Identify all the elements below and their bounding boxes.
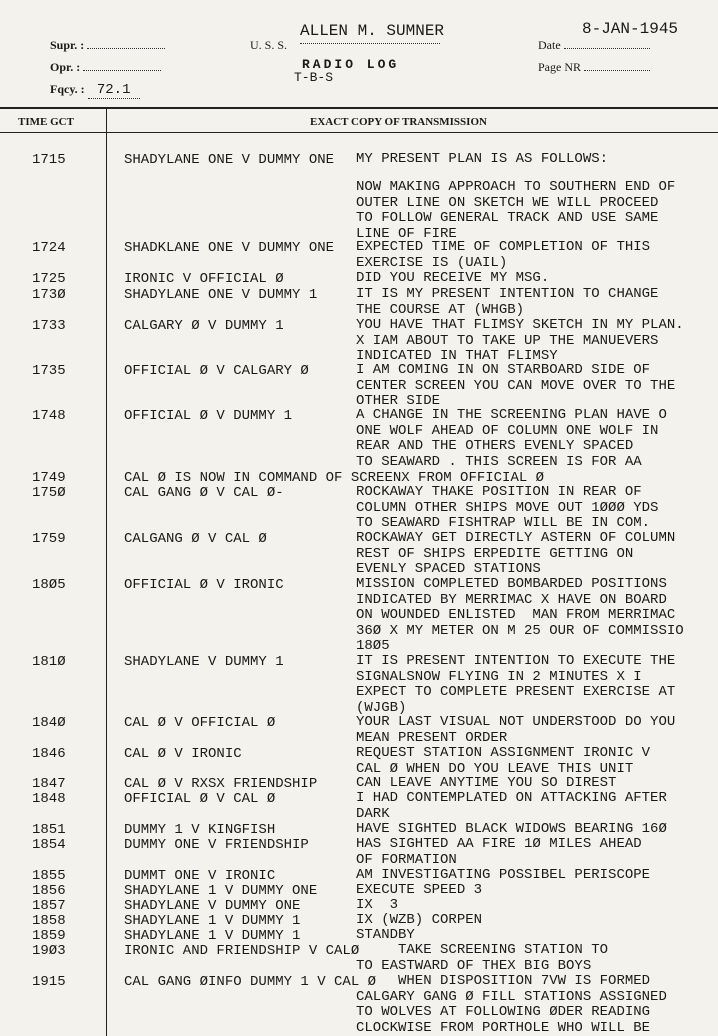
entry-time: 1848 [32,791,66,807]
entry-message: IX (WZB) CORPEN [356,913,483,928]
entry-message: YOUR LAST VISUAL NOT UNDERSTOOD DO YOU MEAN PRESENT ORDER [356,715,676,746]
entry-callsign: OFFICIAL Ø V IRONIC [124,577,284,593]
entry-message: MISSION COMPLETED BOMBARDED POSITIONS INDICATED BY MERRIMAC X HAVE ON BOARD ON WOUNDED ENLISTED MAN FROM MERRIMAC 36Ø X MY METER ON M 25 OUR OF COMMISSIO 18Ø5 [356,577,684,654]
supr-label: Supr. : [50,38,85,52]
entry-time: 19Ø3 [32,943,66,959]
entry-time: 184Ø [32,715,66,731]
entry-time: 1855 [32,868,66,884]
entry-time: 1735 [32,363,66,379]
entry-message: AM INVESTIGATING POSSIBEL PERISCOPE [356,868,651,883]
entry-callsign: OFFICIAL Ø V CALGARY Ø [124,363,309,379]
entry-callsign: SHADYLANE ONE V DUMMY 1 [124,287,318,303]
entry-callsign: DUMMY ONE V FRIENDSHIP [124,837,309,853]
entry-callsign: IRONIC V OFFICIAL Ø [124,271,284,287]
fqcy-field [50,82,140,99]
entry-message: HAS SIGHTED AA FIRE 1Ø MILES AHEAD OF FORMATION [356,837,642,868]
page-line [584,70,650,71]
date-line [564,48,650,49]
entry-message: STANDBY [356,928,415,943]
ship-line [300,43,440,44]
entry-time: 181Ø [32,654,66,670]
entry-callsign: SHADYLANE ONE V DUMMY ONE [124,152,335,168]
supr-field [50,38,165,53]
entry-time: 18Ø5 [32,577,66,593]
entry-time: 1749 [32,470,66,486]
entry-callsign: DUMMT ONE V IRONIC [124,868,276,884]
entry-message: NOW MAKING APPROACH TO SOUTHERN END OF OUTER LINE ON SKETCH WE WILL PROCEED TO FOLLOW GENERAL TRACK AND USE SAME LINE OF FIRE [356,180,676,242]
entry-time: 1759 [32,531,66,547]
entry-callsign: OFFICIAL Ø V CAL Ø [124,791,276,807]
entry-message: IT IS MY PRESENT INTENTION TO CHANGE THE COURSE AT (WHGB) [356,287,659,318]
entry-message: REQUEST STATION ASSIGNMENT IRONIC V CAL Ø WHEN DO YOU LEAVE THIS UNIT [356,746,651,777]
entry-time: 1915 [32,974,66,990]
entry-message: WHEN DISPOSITION 7VW IS FORMED CALGARY GANG Ø FILL STATIONS ASSIGNED TO WOLVES AT FOLLOWING ØDER READING CLOCKWISE FROM PORTHOLE WHO WILL BE [356,974,667,1036]
opr-field [50,60,161,75]
entry-message: ROCKAWAY GET DIRECTLY ASTERN OF COLUMN REST OF SHIPS ERPEDITE GETTING ON EVENLY SPACED STATIONS [356,531,676,577]
entry-callsign: CAL Ø V OFFICIAL Ø [124,715,276,731]
entry-time: 1857 [32,898,66,914]
table-header-rule [0,132,718,133]
page-field [538,60,650,75]
entry-message: I HAD CONTEMPLATED ON ATTACKING AFTER DARK [356,791,667,822]
entry-time: 1725 [32,271,66,287]
entry-callsign: IRONIC AND FRIENDSHIP V CALØ [124,943,360,959]
entry-callsign: CAL GANG Ø V CAL Ø- [124,485,284,501]
table-top-rule [0,107,718,109]
entry-time: 1856 [32,883,66,899]
opr-label: Opr. : [50,60,81,74]
entry-message: A CHANGE IN THE SCREENING PLAN HAVE O ONE WOLF AHEAD OF COLUMN ONE WOLF IN REAR AND THE OTHERS EVENLY SPACED TO SEAWARD . THIS SCREEN IS FOR AA [356,408,667,470]
date-label: Date [538,38,561,52]
entry-time: 1724 [32,240,66,256]
entry-time: 1847 [32,776,66,792]
entry-callsign: SHADYLANE V DUMMY 1 [124,654,284,670]
entry-message: ROCKAWAY THAKE POSITION IN REAR OF COLUMN OTHER SHIPS MOVE OUT 1ØØØ YDS TO SEAWARD FISHTRAP WILL BE IN COM. [356,485,659,531]
entry-message: I AM COMING IN ON STARBOARD SIDE OF CENTER SCREEN YOU CAN MOVE OVER TO THE OTHER SIDE [356,363,676,409]
date-value: 8-JAN-1945 [582,20,679,38]
entry-time: 173Ø [32,287,66,303]
entry-callsign: SHADYLANE 1 V DUMMY ONE [124,883,318,899]
ship-name: ALLEN M. SUMNER [300,22,445,40]
entry-time: 1851 [32,822,66,838]
entry-time: 1748 [32,408,66,424]
ship-field [250,38,287,53]
opr-line [83,70,161,71]
entry-message: EXPECTED TIME OF COMPLETION OF THIS EXERCISE IS (UAIL) [356,240,651,271]
entry-callsign: SHADYLANE 1 V DUMMY 1 [124,928,301,944]
title-radio-log: RADIO LOG [302,57,400,72]
entry-time: 175Ø [32,485,66,501]
entry-callsign: CAL Ø V RXSX FRIENDSHIP [124,776,318,792]
entry-message: IT IS PRESENT INTENTION TO EXECUTE THE SIGNALSNOW FLYING IN 2 MINUTES X I EXPECT TO COMPLETE PRESENT EXERCISE AT (WJGB) [356,654,676,716]
entry-callsign: CALGANG Ø V CAL Ø [124,531,267,547]
entry-callsign: CAL Ø V IRONIC [124,746,242,762]
column-header-copy: EXACT COPY OF TRANSMISSION [310,116,487,128]
entry-time: 1715 [32,152,66,168]
entry-time: 1733 [32,318,66,334]
entry-callsign: CALGARY Ø V DUMMY 1 [124,318,284,334]
fqcy-label: Fqcy. : [50,82,85,96]
title-tbs: T-B-S [294,70,334,85]
entry-callsign: SHADKLANE ONE V DUMMY ONE [124,240,335,256]
page-label: Page NR [538,60,581,74]
date-field [538,38,650,53]
entry-message: TAKE SCREENING STATION TO TO EASTWARD OF THEX BIG BOYS [356,943,609,974]
entry-time: 1846 [32,746,66,762]
entry-time: 1859 [32,928,66,944]
entry-message: CAN LEAVE ANYTIME YOU SO DIREST [356,776,617,791]
column-divider [106,107,107,1036]
entry-message: EXECUTE SPEED 3 [356,883,483,898]
entry-callsign: SHADYLANE V DUMMY ONE [124,898,301,914]
entry-callsign: DUMMY 1 V KINGFISH [124,822,276,838]
entry-callsign: OFFICIAL Ø V DUMMY 1 [124,408,293,424]
entry-message: MY PRESENT PLAN IS AS FOLLOWS: [356,152,609,167]
entry-message: DID YOU RECEIVE MY MSG. [356,271,550,286]
entry-message: HAVE SIGHTED BLACK WIDOWS BEARING 16Ø [356,822,667,837]
supr-line [87,48,165,49]
entry-time: 1858 [32,913,66,929]
entry-message: YOU HAVE THAT FLIMSY SKETCH IN MY PLAN. X IAM ABOUT TO TAKE UP THE MANUEVERS INDICATED IN THAT FLIMSY [356,318,684,364]
entry-callsign: CAL Ø IS NOW IN COMMAND OF SCREENX FROM OFFICIAL Ø [124,470,545,486]
entry-callsign: CAL GANG ØINFO DUMMY 1 V CAL Ø [124,974,377,990]
column-header-time: TIME GCT [18,116,74,128]
ship-prefix: U. S. S. [250,38,288,52]
entry-time: 1854 [32,837,66,853]
fqcy-value: 72.1 [88,82,140,99]
entry-callsign: SHADYLANE 1 V DUMMY 1 [124,913,301,929]
entry-message: IX 3 [356,898,399,913]
